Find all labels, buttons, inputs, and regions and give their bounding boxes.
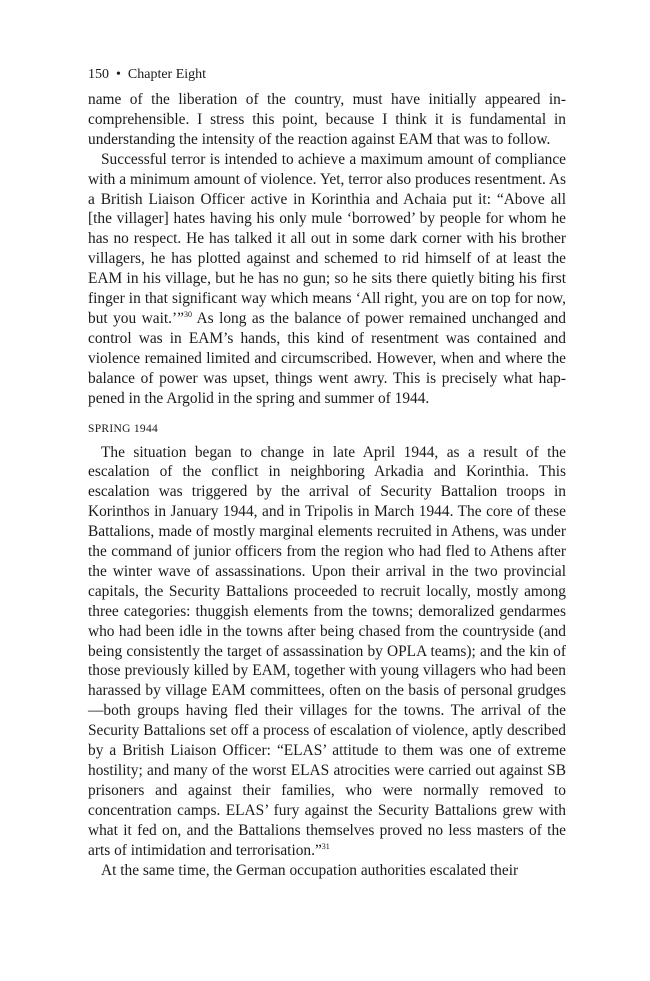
page-number: 150 <box>88 67 109 82</box>
paragraph-3-text: The situation began to change in late April 1944, as a result of the escalation of the conflict in neighboring Arkadia and Korinthia. This escalation was triggered by the arrival of Security Battalion troops in Korinthos in January 1944, and in Tripolis in March 1944. The core of these Battalions, made of mostly marginal elements recruited in Athens, was under the command of junior officers from the region who had fled to Athens after the winter wave of assassinations. Upon their arrival in the two provincial capitals, the Security Battalions proceeded to recruit locally, mostly among three categories: thuggish elements from the towns; demoralized gendarmes who had been idle in the towns after being chased from the countryside (and being consistently the target of assassination by OPLA teams); and the kin of those previously killed by EAM, together with young villagers who had been harassed by village EAM committees, often on the basis of personal grudges—both groups having fled their villages for the towns. The arrival of the Security Battalions set off a process of escalation of violence, aptly described by a British Liaison Officer: “ELAS’ attitude to them was one of extreme hostility; and many of the worst ELAS atrocities were carried out against SB prisoners and against their families, who were normally removed to concentration camps. ELAS’ fury against the Security Battalions grew with what it fed on, and the Battalions themselves proved no less masters of the arts of intimidation and terrorisation.” <box>88 443 566 859</box>
paragraph-2 <box>88 150 566 409</box>
paragraph-2-text: Successful terror is intended to achieve a maximum amount of compliance with a minimum amount of violence. Yet, terror also produces resentment. As a British Liaison Officer active in Korinthia and Achaia put it: “Above all [the villager] hates having his only mule ‘borrowed’ by people for whom he has no respect. He has talked it all out in some dark corner with his brother villagers, he has plotted against and schemed to rid himself of at least the EAM in his village, but he has no gun; so he sits there quietly biting his first finger in that significant way which means ‘All right, you are on top for now, but you wait.’” <box>88 150 566 327</box>
running-head <box>88 66 566 84</box>
paragraph-2-text-after: As long as the balance of power remained unchanged and control was in EAM’s hands, this kind of resentment was contained and violence remained limited and circumscribed. However, when and where the balance of power was upset, things went awry. This is precisely what happened in the Argolid in the spring and summer of 1944. <box>88 309 566 407</box>
section-heading: SPRING 1944 <box>88 422 159 435</box>
paragraph-3 <box>88 443 566 861</box>
footnote-ref-30: 30 <box>183 309 192 319</box>
separator-bullet: • <box>116 67 121 82</box>
paragraph-1: name of the liberation of the country, must have initially appeared incomprehensible. I stress this point, because I think it is fundamental in understanding the intensity of the reaction against EAM that was to follow. <box>88 91 566 148</box>
footnote-ref-31: 31 <box>321 841 330 851</box>
paragraph-4: At the same time, the German occupation authorities escalated their <box>101 861 519 879</box>
book-page <box>88 66 566 880</box>
chapter-title: Chapter Eight <box>127 67 207 82</box>
